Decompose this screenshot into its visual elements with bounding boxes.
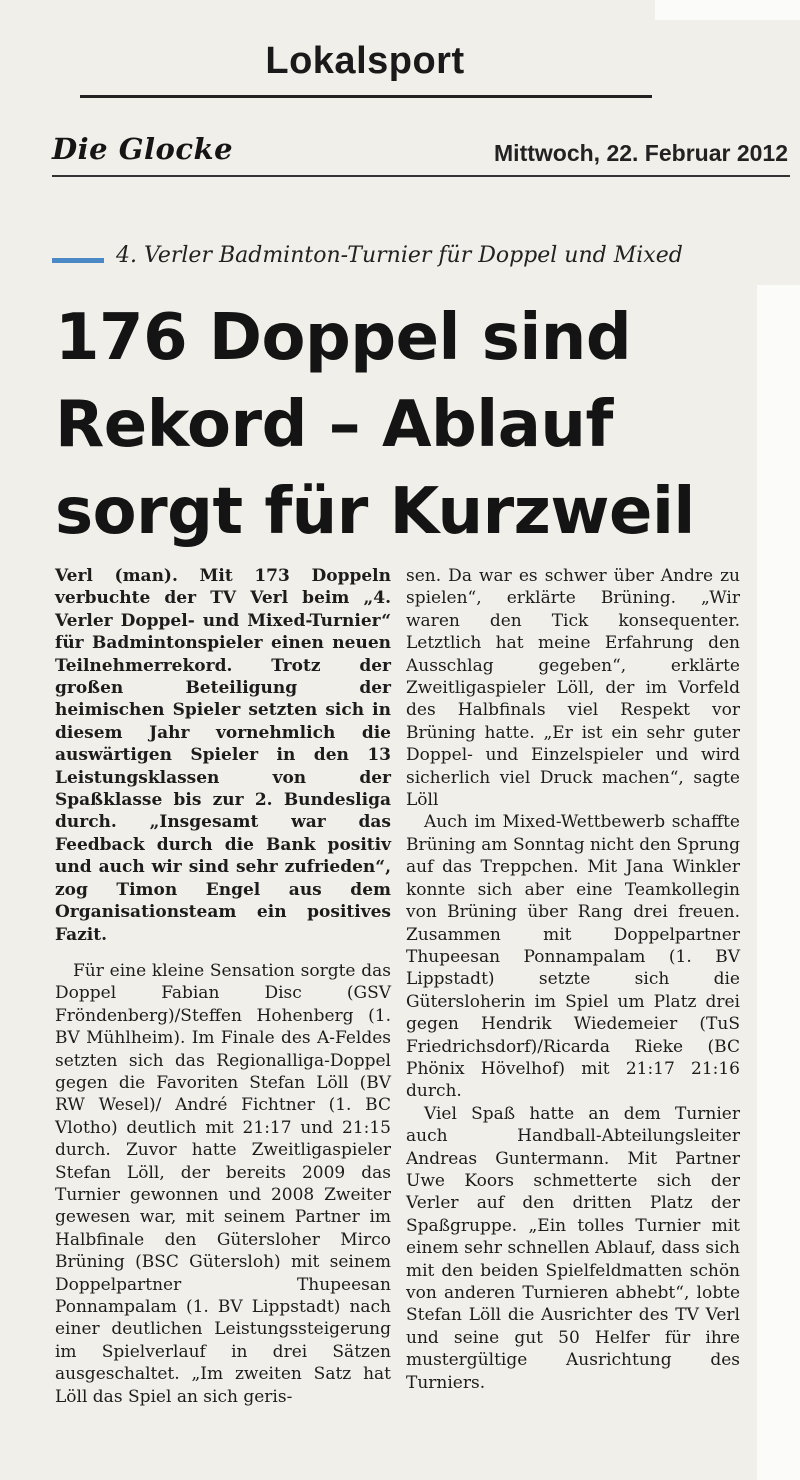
article-column-left bbox=[55, 565, 391, 1408]
issue-date: Mittwoch, 22. Februar 2012 bbox=[494, 140, 788, 166]
article-paragraph: Auch im Mixed-Wettbewerb schaffte Brüning am Sonntag nicht den Sprung auf das Treppchen. Mit Jana Winkler konnte sich aber eine Teamkollegin von Brüning über Rang drei freuen. Zusammen mit Doppelpartner Thupeesan Ponnampalam (1. BV Lippstadt) setzte sich die Gütersloherin im Spiel um Platz drei gegen Hendrik Wiedemeier (TuS Friedrichsdorf)/Ricarda Rieke (BC Phönix Hövelhof) mit 21:17 21:16 durch. bbox=[406, 812, 740, 1102]
section-title: Lokalsport bbox=[265, 40, 465, 82]
article-headline: 176 Doppel sind Rekord – Ablauf sorgt für Kurzweil bbox=[55, 301, 695, 549]
article-column-right bbox=[406, 565, 740, 1394]
article-paragraph: Viel Spaß hatte an dem Turnier auch Handball-Abteilungsleiter Andreas Guntermann. Mit Partner Uwe Koors schmetterte sich der Verler auf den dritten Platz der Spaßgruppe. „Ein tolles Turnier mit einem sehr schnellen Ablauf, dass sich mit den beiden Spielfeldmatten schön von anderen Turnieren abhebt“, lobte Stefan Löll die Ausrichter des TV Verl und seine gut 50 Helfer für ihre mustergültige Ausrichtung des Turniers. bbox=[406, 1103, 740, 1393]
article-lead: Verl (man). Mit 173 Doppeln verbuchte der TV Verl beim „4. Verler Doppel- und Mixed-Turnier“ für Badmintonspieler einen neuen Teilnehmerrekord. Trotz der großen Beteiligung der heimischen Spieler setzten sich in diesem Jahr vornehmlich die auswärtigen Spieler in den 13 Leistungsklassen von der Spaßklasse bis zur 2. Bundesliga durch. „Insgesamt war das Feedback durch die Bank positiv und auch wir sind sehr zufrieden“, zog Timon Engel aus dem Organisationsteam ein positives Fazit. bbox=[55, 566, 391, 945]
article-paragraph: Für eine kleine Sensation sorgte das Doppel Fabian Disc (GSV Fröndenberg)/Steffen Hohenberg (1. BV Mühlheim). Im Finale des A-Feldes setzten sich das Regionalliga-Doppel gegen die Favoriten Stefan Löll (BV RW Wesel)/ André Fichtner (1. BC Vlotho) deutlich mit 21:17 und 21:15 durch. Zuvor hatte Zweitligaspieler Stefan Löll, der bereits 2009 das Turnier gewonnen und 2008 Zweiter gewesen war, mit seinem Partner im Halbfinale den Gütersloher Mirco Brüning (BSC Gütersloh) mit seinem Doppelpartner Thupeesan Ponnampalam (1. BV Lippstadt) nach einer deutlichen Leistungssteigerung im Spielverlauf in drei Sätzen ausgeschaltet. „Im zweiten Satz hat Löll das Spiel an sich geris- bbox=[55, 960, 391, 1407]
scan-margin-right bbox=[757, 285, 800, 1480]
newspaper-logo: Die Glocke bbox=[52, 132, 234, 166]
article-kicker: 4. Verler Badminton-Turnier für Doppel und Mixed bbox=[116, 243, 683, 268]
kicker-accent-bar bbox=[52, 258, 104, 263]
article-paragraph-continued: sen. Da war es schwer über Andre zu spielen“, erklärte Brüning. „Wir waren den Tick konsequenter. Letztlich hat meine Erfahrung den Ausschlag gegeben“, erklärte Zweitligaspieler Löll, der im Vorfeld des Halbfinals viel Respekt vor Brüning hatte. „Er ist ein sehr guter Doppel- und Einzelspieler und wird sicherlich viel Druck machen“, sagte Löll bbox=[406, 566, 740, 811]
scan-margin-top bbox=[655, 0, 800, 20]
masthead-rule bbox=[52, 175, 790, 177]
section-rule bbox=[80, 95, 652, 98]
